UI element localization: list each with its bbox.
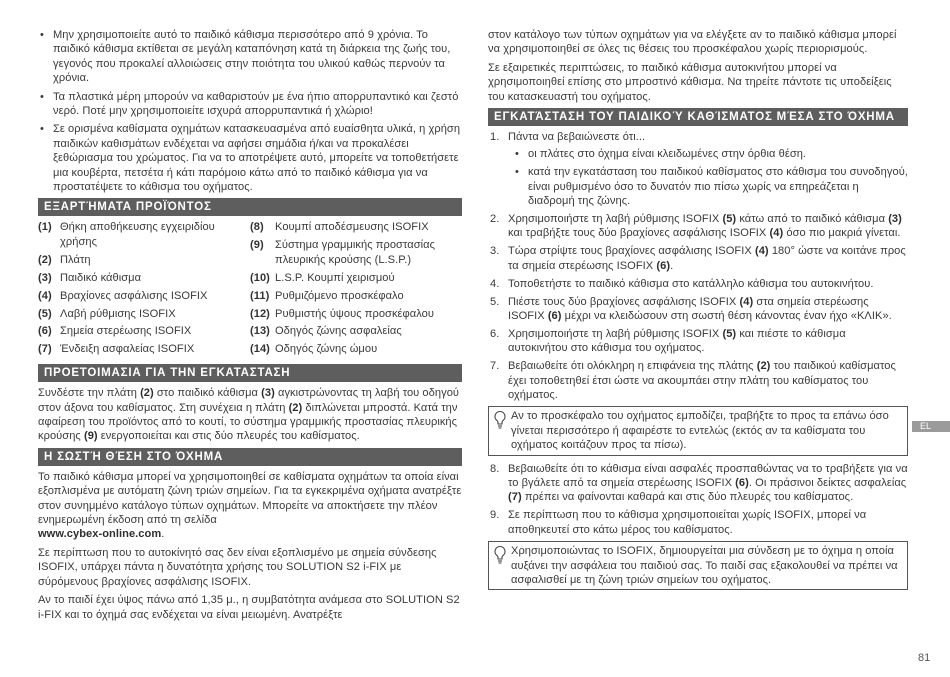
step-item: 3. Τώρα στρίψτε τους βραχίονες ασφάλισης ISOFIX (4) 180° ώστε να κοιτάνε προς τα σημεία στερέωσης ISOFIX (6). [490, 245, 906, 272]
part-item: (3) Παιδικό κάθισμα [38, 271, 142, 284]
part-item: (1) Θήκη αποθήκευσης εγχειριδίου χρήσης [38, 221, 215, 248]
part-item: (13) Οδηγός ζώνης ασφαλείας [250, 325, 402, 338]
part-item: (10) L.S.P. Κουμπί χειρισμού [250, 271, 395, 284]
list-item: • Μην χρησιμοποιείτε αυτό το παιδικό κάθισμα περισσότερο από 9 χρόνια. Το παιδικό κάθισμα εκτίθεται σε μεγάλη καταπόνηση κατά τη διάρκεια της ζωής του, γεγονός που προκαλεί αλλοιώσεις στην ποιότητα του υλικού καθώς περνούν τα χρόνια. [38, 28, 462, 86]
part-item: (6) Σημεία στερέωσης ISOFIX [38, 325, 192, 338]
left-column [38, 28, 462, 626]
part-item: (2) Πλάτη [38, 253, 91, 266]
step-item: 9. Σε περίπτωση που το κάθισμα χρησιμοποιείται χωρίς ISOFIX, μπορεί να αποθηκευτεί στο κάτω μέρος του καθίσματος. [490, 509, 867, 536]
section-heading-installation: ΕΓΚΑΤΆΣΤΑΣΗ ΤΟΥ ΠΑΙΔΙΚΟΎ ΚΑΘΊΣΜΑΤΟΣ ΜΈΣΑ ΣΤΟ ΌΧΗΜΑ [488, 108, 908, 126]
tip-note: Αν το προσκέφαλο του οχήματος εμποδίζει, τραβήξτε το προς τα επάνω όσο γίνεται περισσότερο ή αφαιρέστε το εντελώς (εκτός αν τα καθίσματα του οχήματος κοιτάζουν προς τα πίσω). [488, 406, 908, 455]
part-item: (12) Ρυθμιστής ύψους προσκέφαλου [250, 307, 435, 320]
step-sub-list [508, 147, 908, 208]
right-column [488, 28, 908, 596]
part-item: (4) Βραχίονες ασφάλισης ISOFIX [38, 289, 208, 302]
parts-list [38, 220, 462, 360]
preparation-text: Συνδέστε την πλάτη (2) στο παιδικό κάθισμα (3) αγκιστρώνοντας τη λαβή του οδηγού στον άξονα του καθίσματος. Στη συνέχεια η πλάτη (2) διπλώνεται μπροστά. Κατά την αφαίρεση του προϊόντος από το κουτί, το σύστημα γραμμικής προστασίας πλευρικής κρούσης (9) ενεργοποιείται και στις δύο πλευρές του καθίσματος. [38, 387, 460, 443]
intro-bullet-list [38, 28, 462, 194]
page-number: 81 [918, 652, 931, 664]
part-item: (7) Ένδειξη ασφαλείας ISOFIX [38, 343, 195, 356]
part-item: (9) Σύστημα γραμμικής προστασίας πλευρικής κρούσης (L.S.P.) [250, 239, 435, 266]
list-item: • κατά την εγκατάσταση του παιδικού καθίσματος στο κάθισμα του συνοδηγού, είναι ρυθμισμένο όσο το δυνατόν πιο πίσω χωρίς να επηρεάζεται η διαδρομή της ζώνης. [508, 165, 908, 208]
installation-steps-continued [488, 462, 908, 538]
lightbulb-icon [493, 410, 507, 430]
lightbulb-icon [493, 545, 507, 565]
part-item: (5) Λαβή ρύθμισης ISOFIX [38, 307, 176, 320]
position-paragraph-3: Αν το παιδί έχει ύψος πάνω από 1,35 μ., η συμβατότητα ανάμεσα στο SOLUTION S2 i-FIX και το όχημά σας ενδέχεται να είναι μειωμένη. Ανατρέξτε [38, 594, 460, 621]
step-item: 6. Χρησιμοποιήστε τη λαβή ρύθμισης ISOFIX (5) και πιέστε το κάθισμα αυτοκινήτου στο κάθισμα του οχήματος. [490, 327, 846, 355]
section-heading-parts: ΕΞΑΡΤΉΜΑΤΑ ΠΡΟΪΌΝΤΟΣ [38, 198, 462, 216]
step-item: 7. Βεβαιωθείτε ότι ολόκληρη η επιφάνεια της πλάτης (2) του παιδικού καθίσματος έχει τοποθετηθεί έτσι ώστε να ακουμπάει στην πλάτη του καθίσματος του οχήματος. [490, 360, 896, 402]
continued-paragraph-1: στον κατάλογο των τύπων οχημάτων για να ελέγξετε αν το παιδικό κάθισμα μπορεί να χρησιμοποιηθεί σε όλες τις θέσεις του προσκέφαλου χωρίς περιορισμούς. [488, 29, 897, 56]
part-item: (14) Οδηγός ζώνης ώμου [250, 343, 378, 356]
step-item: 4. Τοποθετήστε το παιδικό κάθισμα στο κατάλληλο κάθισμα του αυτοκινήτου. [490, 277, 874, 290]
parts-column-left [38, 220, 250, 360]
section-heading-vehicle-position: Η ΣΩΣΤΉ ΘΈΣΗ ΣΤΟ ΌΧΗΜΑ [38, 448, 462, 466]
position-paragraph-1: Το παιδικό κάθισμα μπορεί να χρησιμοποιηθεί σε καθίσματα οχημάτων τα οποία είναι εξοπλισμένα με αυτόματη ζώνη τριών σημείων. Για τα εγκεκριμένα οχήματα ανατρέξτε στον συνημμένο κατάλογο τύπων οχημάτων. Μπορείτε να αποκτήσετε την πλέον ενημερωμένη έκδοση από τη σελίδα www.cybex-online.com. [38, 470, 462, 541]
installation-steps [488, 130, 908, 402]
step-item: 2. Χρησιμοποιήστε τη λαβή ρύθμισης ISOFIX (5) κάτω από το παιδικό κάθισμα (3) και τραβήξτε τους δύο βραχίονες ασφάλισης ISOFIX (4) όσο πιο μακριά γίνεται. [490, 213, 902, 240]
website-link[interactable]: www.cybex-online.com [38, 528, 162, 541]
section-heading-preparation: ΠΡΟΕΤΟΙΜΑΣΙΑ ΓΙΑ ΤΗΝ ΕΓΚΑΤΑΣΤΑΣΗ [38, 364, 462, 382]
parts-column-right [250, 220, 462, 360]
step-item: 8. Βεβαιωθείτε ότι το κάθισμα είναι ασφαλές προσπαθώντας να το τραβήξετε για να το βγάλετε από τα σημεία στερέωσης ISOFIX (6). Οι πράσινοι δείκτες ασφαλείας (7) πρέπει να φαίνονται καθαρά και στις δύο πλευρές του καθίσματος. [490, 462, 908, 504]
continued-paragraph-2: Σε εξαιρετικές περιπτώσεις, το παιδικό κάθισμα αυτοκινήτου μπορεί να χρησιμοποιηθεί επίσης στο μπροστινό κάθισμα. Να τηρείτε πάντοτε τις υποδείξεις του κατασκευαστή του οχήματος. [488, 61, 892, 103]
list-item: • Τα πλαστικά μέρη μπορούν να καθαριστούν με ένα ήπιο απορρυπαντικό και ζεστό νερό. Ποτέ μην χρησιμοποιείτε ισχυρά απορρυπαντικά ή χλώριο! [38, 90, 462, 119]
step-item: 1. Πάντα να βεβαιώνεστε ότι... • οι πλάτες στο όχημα είναι κλειδωμένες στην όρθια θέση. • κατά την εγκατάσταση του παιδικού καθίσματος στο κάθισμα του συνοδηγού, είναι ρυθμισμένο όσο το δυνατόν πιο πίσω χωρίς να επηρεάζεται η διαδρομή της ζώνης. [488, 130, 908, 209]
list-item: • Σε ορισμένα καθίσματα οχημάτων κατασκευασμένα από ευαίσθητα υλικά, η χρήση παιδικών καθισμάτων ενδέχεται να αφήσει σημάδια ή/και να προκαλέσει ξεθώριασμα του χρώματος. Για να το αποτρέψετε αυτό, μπορείτε να τοποθετήσετε μια κουβέρτα, πετσέτα ή κάτι παρόμοιο κάτω από το παιδικό κάθισμα για να προστατέψετε το κάθισμα του οχήματος. [38, 122, 462, 194]
language-tab: EL [912, 421, 950, 432]
part-item: (11) Ρυθμιζόμενο προσκέφαλο [250, 289, 404, 302]
list-item: • οι πλάτες στο όχημα είναι κλειδωμένες στην όρθια θέση. [508, 147, 908, 161]
step-item: 5. Πιέστε τους δύο βραχίονες ασφάλισης ISOFIX (4) στα σημεία στερέωσης ISOFIX (6) μέχρι να κλειδώσουν στη σωστή θέση κάνοντας έναν ήχο «ΚΛΙΚ». [490, 295, 892, 322]
position-paragraph-2: Σε περίπτωση που το αυτοκίνητό σας δεν είναι εξοπλισμένο με σημεία σύνδεσης ISOFIX, υπάρχει πάντα η δυνατότητα χρήσης του SOLUTION S2 i-FIX με σύρόμενους βραχίονες ασφάλισης ISOFIX. [38, 546, 437, 588]
tip-note: Χρησιμοποιώντας το ISOFIX, δημιουργείται μια σύνδεση με το όχημα η οποία αυξάνει την ασφάλεια του παιδιού σας. Το παιδί σας εξακολουθεί να πρέπει να ασφαλισθεί με τη ζώνη τριών σημείων του οχήματος. [488, 541, 908, 590]
part-item: (8) Κουμπί αποδέσμευσης ISOFIX [250, 221, 429, 234]
